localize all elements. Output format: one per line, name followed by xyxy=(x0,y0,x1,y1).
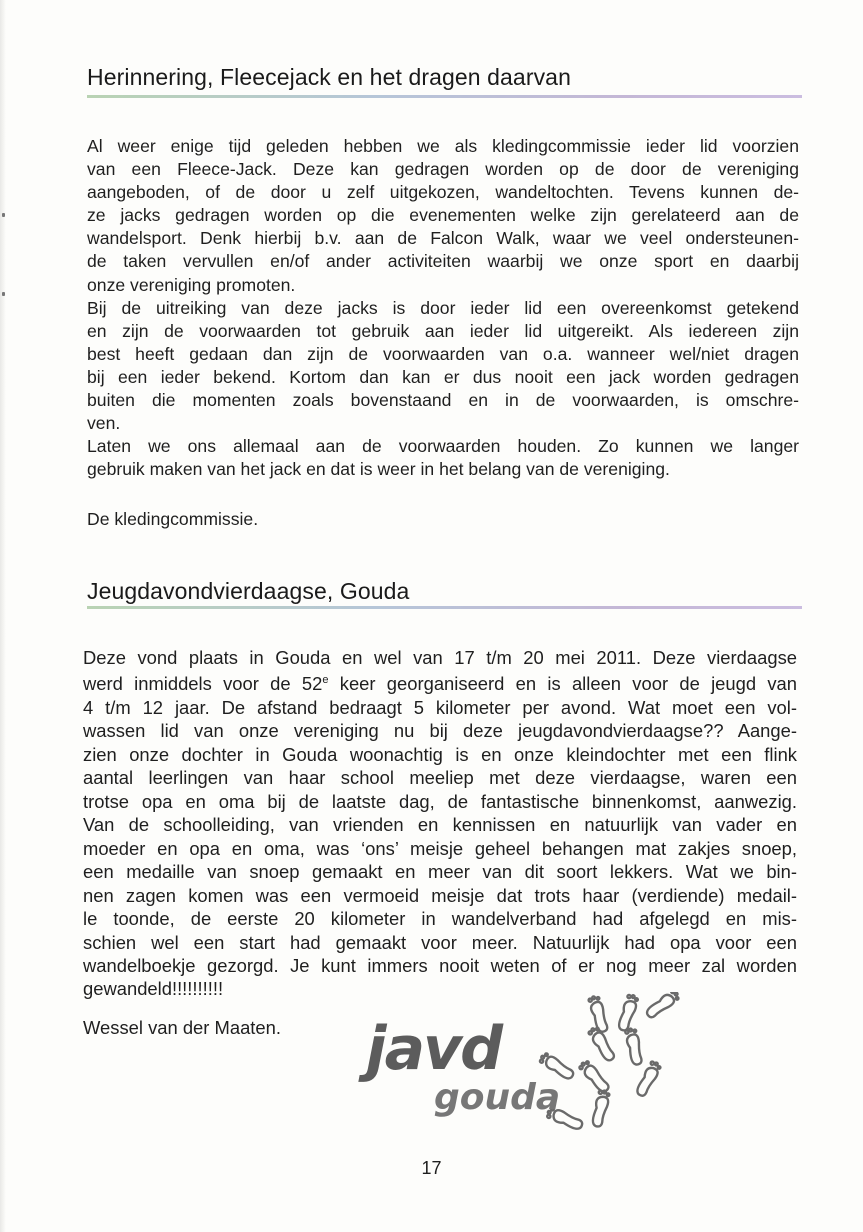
page-number: 17 xyxy=(421,1158,442,1178)
text-line: le toonde, de eerste 20 kilometer in wandelverband had afgelegd en mis- xyxy=(83,908,797,930)
article-body-jeugdavondvierdaagse xyxy=(83,646,797,1001)
section-heading-jeugdavondvierdaagse: Jeugdavondvierdaagse, Gouda xyxy=(87,578,410,604)
text-line: nen zagen komen was een vermoeid meisje dat trots haar (verdiende) medail- xyxy=(83,884,797,906)
text-line: van een Fleece-Jack. Deze kan gedragen worden op de door de vereniging xyxy=(87,159,799,180)
javd-gouda-logo xyxy=(360,992,680,1157)
article-body-fleecejack xyxy=(87,135,799,481)
text-line: een medaille van snoep gemaakt en meer van dit soort lekkers. Wat we bin- xyxy=(83,861,797,883)
text-line: gebruik maken van het jack en dat is weer in het belang van de vereniging. xyxy=(87,459,670,480)
scan-mark xyxy=(2,213,5,217)
text-line: Bij de uitreiking van deze jacks is door ieder lid een overeenkomst getekend xyxy=(87,297,799,318)
text-line: trotse opa en oma bij de laatste dag, de fantastische binnenkomst, aanwezig. xyxy=(83,790,797,812)
text-line: onze vereniging promoten. xyxy=(87,274,296,295)
text-line: de taken vervullen en/of ander activiteiten waarbij we onze sport en daarbij xyxy=(87,251,799,272)
text-line: buiten die momenten zoals bovenstaand en in de voorwaarden, is omschre- xyxy=(87,390,799,411)
logo-sub-text: gouda xyxy=(434,1077,561,1118)
heading-divider xyxy=(87,95,802,98)
text-line: bij een ieder bekend. Kortom dan kan er dus nooit een jack worden gedragen xyxy=(87,366,799,387)
text-line: Deze vond plaats in Gouda en wel van 17 t/m 20 mei 2011. Deze vierdaagse xyxy=(83,647,797,668)
text-line: wandelsport. Denk hierbij b.v. aan de Falcon Walk, waar we veel ondersteunen- xyxy=(87,228,799,249)
text-line: Van de schoolleiding, van vrienden en kennissen en natuurlijk van vader en xyxy=(83,814,797,836)
text-line: werd inmiddels voor de 52e keer georganiseerd en is alleen voor de jeugd van xyxy=(83,673,797,695)
section-heading-fleecejack: Herinnering, Fleecejack en het dragen daarvan xyxy=(87,64,571,90)
text-line: wandelboekje gezorgd. Je kunt immers nooit weten of er nog meer zal worden xyxy=(83,955,797,977)
text-line: gewandeld!!!!!!!!!! xyxy=(83,978,224,1000)
text-line: schien wel een start had gemaakt voor meer. Natuurlijk had opa voor een xyxy=(83,931,797,953)
scan-mark xyxy=(2,292,5,296)
heading-divider xyxy=(87,606,802,609)
text-line: 4 t/m 12 jaar. De afstand bedraagt 5 kilometer per avond. Wat moet een vol- xyxy=(83,697,797,719)
text-line: ven. xyxy=(87,413,121,434)
signoff-author: Wessel van der Maaten. xyxy=(83,1017,281,1038)
text-line: Laten we ons allemaal aan de voorwaarden houden. Zo kunnen we langer xyxy=(87,436,799,457)
text-line: moeder en opa en oma, was ‘ons’ meisje geheel behangen mat zakjes snoep, xyxy=(83,837,797,859)
text-line: wassen lid van onze vereniging nu bij deze jeugdavondvierdaagse?? Aange- xyxy=(83,720,797,742)
signoff-kledingcommissie: De kledingcommissie. xyxy=(87,509,259,529)
text-line: best heeft gedaan dan zijn de voorwaarden van o.a. wanneer wel/niet dragen xyxy=(87,343,799,364)
text-line: Al weer enige tijd geleden hebben we als kledingcommissie ieder lid voorzien xyxy=(87,136,799,156)
text-line: zien onze dochter in Gouda woonachtig is en onze kleindochter met een flink xyxy=(83,743,797,765)
page-edge xyxy=(0,0,6,1232)
text-line: ze jacks gedragen worden op die evenementen welke zijn gerelateerd aan de xyxy=(87,205,799,226)
text-line: en zijn de voorwaarden tot gebruik aan ieder lid uitgereikt. Als iedereen zijn xyxy=(87,320,799,341)
text-line: aantal leerlingen van haar school meeliep met deze vierdaagse, waren een xyxy=(83,767,797,789)
logo-main-text: javd xyxy=(366,1014,502,1084)
text-line: aangeboden, of de door u zelf uitgekozen, wandeltochten. Tevens kunnen de- xyxy=(87,182,799,203)
